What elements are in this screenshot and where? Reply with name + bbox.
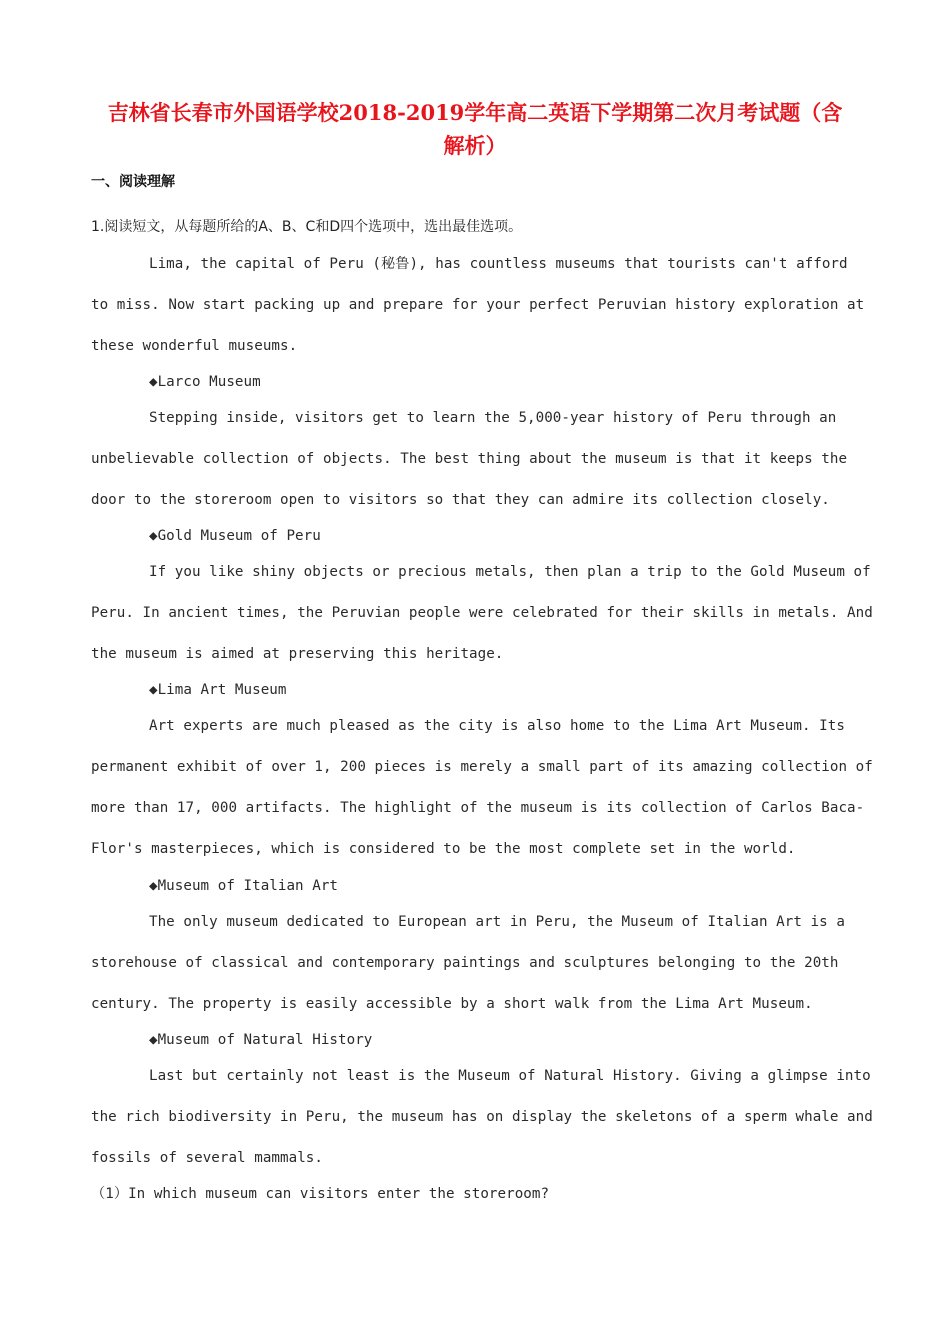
paragraph-line: permanent exhibit of over 1, 200 pieces is merely a small part of its amazing collection of	[91, 759, 873, 775]
paragraph-line: Lima, the capital of Peru (秘鲁), has countless museums that tourists can't afford	[149, 256, 848, 272]
title-line-1: 吉林省长春市外国语学校2018-2019学年高二英语下学期第二次月考试题（含	[107, 100, 843, 125]
paragraph-line: these wonderful museums.	[91, 338, 298, 354]
museum-heading: ◆Museum of Italian Art	[149, 878, 339, 894]
question-text: （1）In which museum can visitors enter the storeroom?	[91, 1186, 550, 1202]
paragraph-line: If you like shiny objects or precious metals, then plan a trip to the Gold Museum of	[149, 564, 871, 580]
paragraph-line: The only museum dedicated to European art in Peru, the Museum of Italian Art is a	[149, 914, 845, 930]
question-instruction: 1.阅读短文，从每题所给的A、B、C和D四个选项中，选出最佳选项。	[91, 219, 523, 235]
section-heading: 一、阅读理解	[91, 174, 175, 190]
paragraph-line: Flor's masterpieces, which is considered to be the most complete set in the world.	[91, 841, 796, 857]
museum-heading: ◆Larco Museum	[149, 374, 261, 390]
paragraph-line: to miss. Now start packing up and prepare for your perfect Peruvian history exploration at	[91, 297, 865, 313]
museum-heading: ◆Museum of Natural History	[149, 1032, 373, 1048]
paragraph-line: door to the storeroom open to visitors so that they can admire its collection closely.	[91, 492, 830, 508]
paragraph-line: Last but certainly not least is the Museum of Natural History. Giving a glimpse into	[149, 1068, 871, 1084]
paragraph-line: the museum is aimed at preserving this heritage.	[91, 646, 504, 662]
paragraph-line: the rich biodiversity in Peru, the museum has on display the skeletons of a sperm whale and	[91, 1109, 873, 1125]
paragraph-line: more than 17, 000 artifacts. The highlight of the museum is its collection of Carlos Baca-	[91, 800, 865, 816]
document-title	[60, 96, 890, 162]
title-line-2: 解析）	[443, 133, 507, 158]
paragraph-line: storehouse of classical and contemporary paintings and sculptures belonging to the 20th	[91, 955, 839, 971]
paragraph-line: century. The property is easily accessible by a short walk from the Lima Art Museum.	[91, 996, 813, 1012]
paragraph-line: unbelievable collection of objects. The best thing about the museum is that it keeps the	[91, 451, 848, 467]
paragraph-line: fossils of several mammals.	[91, 1150, 323, 1166]
paragraph-line: Peru. In ancient times, the Peruvian people were celebrated for their skills in metals. And	[91, 605, 873, 621]
museum-heading: ◆Gold Museum of Peru	[149, 528, 321, 544]
paragraph-line: Art experts are much pleased as the city is also home to the Lima Art Museum. Its	[149, 718, 845, 734]
paragraph-line: Stepping inside, visitors get to learn the 5,000-year history of Peru through an	[149, 410, 837, 426]
museum-heading: ◆Lima Art Museum	[149, 682, 287, 698]
